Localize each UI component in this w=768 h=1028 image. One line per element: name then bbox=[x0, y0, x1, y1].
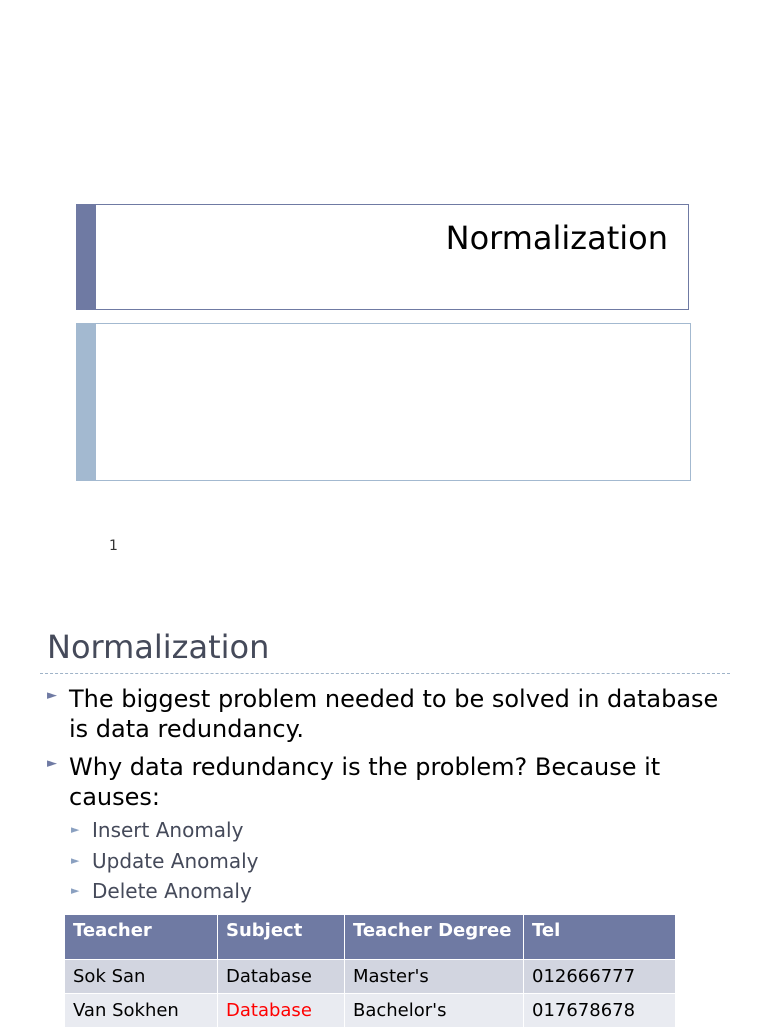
table-cell: Sok San bbox=[65, 960, 218, 994]
bullet-arrow-icon: ► bbox=[47, 756, 57, 771]
subtitle-accent-bar bbox=[77, 324, 96, 480]
table-row bbox=[65, 960, 676, 994]
table-cell: 012666777 bbox=[524, 960, 676, 994]
table-header-row bbox=[65, 915, 676, 960]
sub-bullet-arrow-icon: ► bbox=[71, 823, 80, 836]
sub-bullet-item: Insert Anomaly bbox=[92, 818, 244, 842]
column-header: Subject bbox=[218, 915, 345, 960]
table-row bbox=[65, 994, 676, 1028]
sub-bullet-arrow-icon: ► bbox=[71, 884, 80, 897]
table-cell-highlighted: Database bbox=[218, 994, 345, 1028]
table-cell: 017678678 bbox=[524, 994, 676, 1028]
teacher-table bbox=[64, 914, 676, 1028]
bullet-arrow-icon: ► bbox=[47, 688, 57, 703]
title-divider bbox=[40, 673, 730, 674]
sub-bullet-arrow-icon: ► bbox=[71, 854, 80, 867]
section-title: Normalization bbox=[47, 628, 270, 666]
table-cell: Bachelor's bbox=[345, 994, 524, 1028]
slide-title: Normalization bbox=[445, 219, 668, 257]
table-cell: Master's bbox=[345, 960, 524, 994]
bullet-item: Why data redundancy is the problem? Because it causes: bbox=[69, 753, 661, 811]
page-number: 1 bbox=[109, 538, 118, 554]
sub-bullet-item: Update Anomaly bbox=[92, 849, 259, 873]
table-cell: Database bbox=[218, 960, 345, 994]
column-header: Teacher bbox=[65, 915, 218, 960]
sub-bullet-item: Delete Anomaly bbox=[92, 879, 252, 903]
bullet-item: The biggest problem needed to be solved in database is data redundancy. bbox=[69, 685, 719, 743]
title-accent-bar bbox=[77, 205, 96, 309]
title-slide-box bbox=[76, 204, 689, 310]
column-header: Tel bbox=[524, 915, 676, 960]
table-cell: Van Sokhen bbox=[65, 994, 218, 1028]
column-header: Teacher Degree bbox=[345, 915, 524, 960]
subtitle-box bbox=[76, 323, 691, 481]
